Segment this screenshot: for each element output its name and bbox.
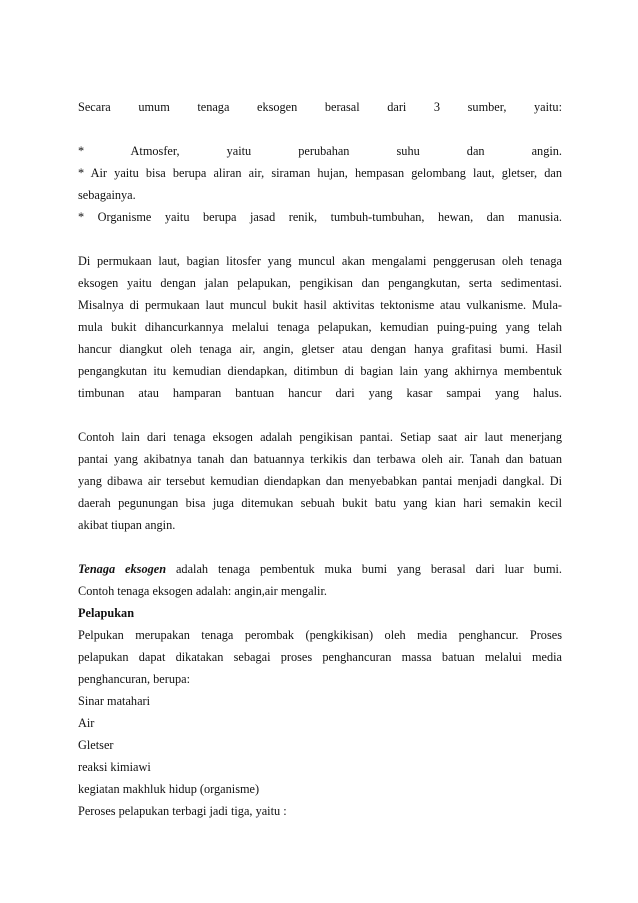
media-item-reaksi-kimiawi: reaksi kimiawi: [78, 760, 151, 774]
media-item-organisme: kegiatan makhluk hidup (organisme): [78, 782, 260, 796]
pelapukan-closing: Peroses pelapukan terbagi jadi tiga, yaitu :: [78, 804, 287, 818]
paragraph-1-line-7: timbunan atau hamparan bantuan hancur dari yang kasar sampai yang halus.: [78, 386, 562, 400]
media-item-sinar-matahari: Sinar matahari: [78, 694, 151, 708]
spacer: [78, 228, 562, 250]
paragraph-1-line-2: eksogen yaitu dengan jalan pelapukan, pengikisan dan pengangkutan, serta sedimentasi.: [78, 276, 562, 290]
spacer: [78, 536, 562, 558]
source-air-continued: sebagainya.: [78, 188, 136, 202]
spacer: [78, 404, 562, 426]
paragraph-2-line-5: akibat tiupan angin.: [78, 518, 176, 532]
source-organisme: * Organisme yaitu berupa jasad renik, tumbuh-tumbuhan, hewan, dan manusia.: [78, 210, 562, 224]
paragraph-1-line-4: mula bukit dihancurkannya melalui tenaga pelapukan, kemudian puing-puing yang telah: [78, 320, 562, 334]
paragraph-1-line-3: Misalnya di permukaan laut muncul bukit hasil aktivitas tektonisme atau vulkanisme. Mula-: [78, 298, 562, 312]
pelapukan-heading: Pelapukan: [78, 606, 135, 620]
paragraph-2-line-4: daerah pegunungan bisa juga ditemukan sebuah bukit batu yang kian hari semakin kecil: [78, 496, 562, 510]
paragraph-1-line-6: pengangkutan itu kemudian diendapkan, ditimbun di bagian lain yang akhirnya membentuk: [78, 364, 562, 378]
definition-example: Contoh tenaga eksogen adalah: angin,air mengalir.: [78, 584, 327, 598]
definition-term: Tenaga eksogen: [78, 562, 167, 576]
paragraph-1-line-5: hancur diangkut oleh tenaga air, angin, gletser atau dengan hanya grafitasi bumi. Hasil: [78, 342, 562, 356]
media-item-gletser: Gletser: [78, 738, 114, 752]
media-item-air: Air: [78, 716, 95, 730]
paragraph-2-line-2: pantai yang akibatnya tanah dan batuannya terkikis dan terbawa oleh air. Tanah dan batuan: [78, 452, 562, 466]
paragraph-2-line-1: Contoh lain dari tenaga eksogen adalah pengikisan pantai. Setiap saat air laut menerjang: [78, 430, 562, 444]
paragraph-2-line-3: yang dibawa air tersebut kemudian diendapkan dan menyebabkan pantai menjadi dangkal. Di: [78, 474, 562, 488]
spacer: [78, 118, 562, 140]
definition-line: [78, 558, 562, 580]
source-air: * Air yaitu bisa berupa aliran air, siraman hujan, hempasan gelombang laut, gletser, dan: [78, 166, 562, 180]
pelapukan-line-3: penghancuran, berupa:: [78, 672, 190, 686]
pelapukan-line-1: Pelpukan merupakan tenaga perombak (pengkikisan) oleh media penghancur. Proses: [78, 628, 562, 642]
document-page: [78, 96, 562, 822]
definition-text: adalah tenaga pembentuk muka bumi yang berasal dari luar bumi.: [166, 562, 562, 576]
source-atmosfer: * Atmosfer, yaitu perubahan suhu dan angin.: [78, 144, 562, 158]
pelapukan-line-2: pelapukan dapat dikatakan sebagai proses penghancuran massa batuan melalui media: [78, 650, 562, 664]
intro-line: Secara umum tenaga eksogen berasal dari 3 sumber, yaitu:: [78, 100, 562, 114]
paragraph-1-line-1: Di permukaan laut, bagian litosfer yang muncul akan mengalami penggerusan oleh tenaga: [78, 254, 562, 268]
